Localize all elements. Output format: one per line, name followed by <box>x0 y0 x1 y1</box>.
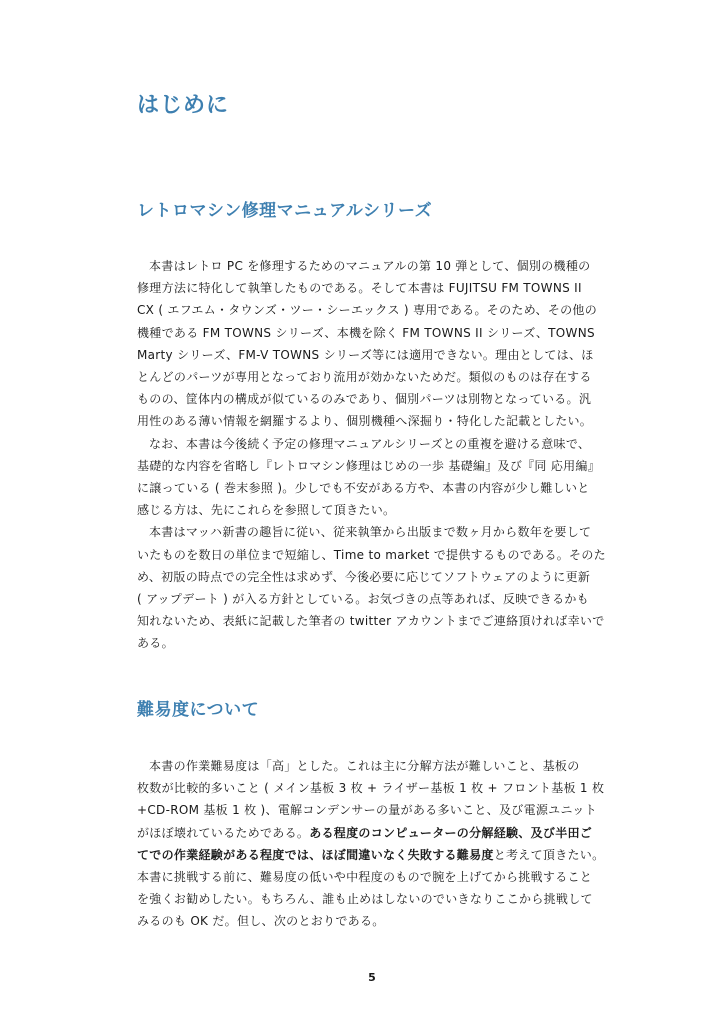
paragraph-line: 本書に挑戦する前に、難易度の低いや中程度のもので腕を上げてから挑戦すること <box>137 870 593 885</box>
section-heading-difficulty: 難易度について <box>137 700 260 720</box>
paragraph-line: 本書の作業難易度は「高」とした。これは主に分解方法が難しいこと、基板の <box>149 759 580 773</box>
paragraph-line: いたものを数日の単位まで短縮し、Time to market で提供するものである。そのた <box>137 547 606 562</box>
paragraph-line: 本書はマッハ新書の趣旨に従い、従来執筆から出版まで数ヶ月から数年を要して <box>149 525 592 540</box>
paragraph-line: ある。 <box>137 636 174 651</box>
section-body-series <box>137 255 611 655</box>
paragraph-line: 機種である FM TOWNS シリーズ、本機を除く FM TOWNS II シリーズ、TOWNS <box>137 325 595 340</box>
paragraph-line: ものの、筐体内の構成が似ているのみであり、個別パーツは別物となっている。汎 <box>137 392 592 407</box>
paragraph-line: +CD-ROM 基板 1 枚 )、電解コンデンサーの量がある多いこと、及び電源ユニット <box>137 803 597 818</box>
paragraph-line: 基礎的な内容を省略し『レトロマシン修理はじめの一歩 基礎編』及び『同 応用編』 <box>137 458 601 473</box>
paragraph-line: を強くお勧めしたい。もちろん、誰も止めはしないのでいきなりここから挑戦して <box>137 892 593 907</box>
paragraph-line: 用性のある薄い情報を網羅するより、個別機種へ深掘り・特化した記載としたい。 <box>137 414 593 429</box>
paragraph-line <box>137 844 611 866</box>
page-title: はじめに <box>137 93 230 118</box>
section-body-difficulty <box>137 755 611 933</box>
paragraph-line: 修理方法に特化して執筆したものである。そして本書は FUJITSU FM TOWNS II <box>137 281 582 296</box>
paragraph-line: とんどのパーツが専用となっており流用が効かないためだ。類似のものは存在する <box>137 370 592 385</box>
paragraph-text: と考えて頂きたい。 <box>493 847 605 862</box>
paragraph-line: ( アップデート ) が入る方針としている。お気づきの点等あれば、反映できるかも <box>137 592 589 607</box>
paragraph-line: 本書はレトロ PC を修理するためのマニュアルの第 10 弾として、個別の機種の <box>149 259 591 273</box>
emphasis-text: ある程度のコンピューターの分解経験、及び半田ご <box>309 825 593 840</box>
emphasis-text: てでの作業経験がある程度では、ほぼ間違いなく失敗する難易度 <box>137 847 494 862</box>
section-heading-series: レトロマシン修理マニュアルシリーズ <box>137 201 433 221</box>
page-number: 5 <box>368 971 376 984</box>
paragraph-line: 感じる方は、先にこれらを参照して頂きたい。 <box>137 503 396 518</box>
paragraph-line <box>137 822 611 844</box>
paragraph-line: みるのも OK だ。但し、次のとおりである。 <box>137 914 385 929</box>
paragraph-text: がほぼ壊れているためである。 <box>137 825 310 840</box>
paragraph-line: Marty シリーズ、FM-V TOWNS シリーズ等には適用できない。理由としては、ほ <box>137 347 594 362</box>
paragraph-line: なお、本書は今後続く予定の修理マニュアルシリーズとの重複を避ける意味で、 <box>149 436 591 451</box>
paragraph-line: 知れないため、表紙に記載した筆者の twitter アカウントまでご連絡頂ければ幸いで <box>137 614 605 629</box>
paragraph-line: め、初版の時点での完全性は求めず、今後必要に応じてソフトウェアのように更新 <box>137 569 591 584</box>
paragraph-line: CX ( エフエム・タウンズ・ツー・シーエックス ) 専用である。そのため、その他の <box>137 303 598 318</box>
paragraph-line: に譲っている ( 巻末参照 )。少しでも不安がある方や、本書の内容が少し難しいと <box>137 481 590 496</box>
paragraph-line: 枚数が比較的多いこと ( メイン基板 3 枚 + ライザー基板 1 枚 + フロント基板 1 枚 <box>137 781 605 796</box>
